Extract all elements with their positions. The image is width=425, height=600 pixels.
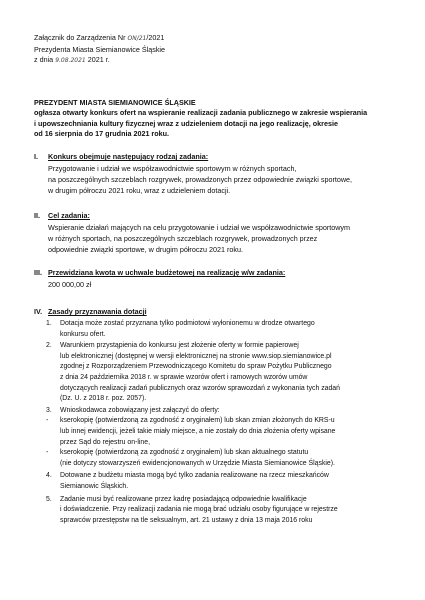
attachment-header — [34, 33, 165, 67]
section-line: w różnych sportach, na poszczególnych szczeblach rozgrywek, prowadzonych przez — [48, 233, 318, 243]
item-number: 2. — [46, 342, 52, 350]
document-title: PREZYDENT MIASTA SIEMIANOWICE ŚLĄSKIE — [34, 98, 196, 107]
list-item: 1. Dotacja może zostać przyznana tylko podmiotowi wyłonionemu w drodze otwartego konkursu ofert. — [46, 320, 315, 338]
attachment-line-1: Załącznik do Zarządzenia Nr ON/21/2021 — [34, 33, 165, 42]
section-line: Wspieranie działań mających na celu przygotowanie i udział we współzawodnictwie sportowym — [48, 223, 351, 232]
item-number: 4. — [46, 472, 52, 480]
section-heading: Przewidziana kwota w uchwale budżetowej na realizację w/w zadania: — [48, 268, 286, 277]
section-number: IV. — [34, 307, 43, 316]
handwritten-date: 9.08.2021 — [55, 57, 86, 64]
list-item: 3. Wnioskodawca zobowiązany jest załączyć do oferty: — [46, 406, 401, 417]
section-heading: Zasady przyznawania dotacji — [48, 307, 147, 316]
intro-line: od 16 sierpnia do 17 grudnia 2021 roku. — [34, 129, 170, 139]
list-item: 4. Dotowane z budżetu miasta mogą być tylko zadania realizowane na rzecz mieszkańców Siemianowic Śląskich. — [46, 472, 329, 490]
attachment-line-3: z dnia 9.08.2021 2021 r. — [34, 55, 110, 64]
attachment-line-2: Prezydenta Miasta Siemianowice Śląskie — [34, 44, 166, 54]
section-iv — [34, 307, 394, 316]
dash-item: - kserokopię (potwierdzoną za zgodność z oryginałem) lub skan aktualnego statutu (nie dotyczy stowarzyszeń ewidencjonowanych w Urzędzie Miasta Siemianowice Śląskie). — [46, 449, 335, 467]
section-number: II. — [34, 211, 40, 220]
intro-paragraph — [34, 108, 394, 140]
handwritten-number: ON/21 — [127, 35, 147, 42]
section-iii — [34, 268, 394, 291]
item-number: 3. — [46, 406, 52, 414]
section-line: na poszczególnych szczeblach rozgrywek, prowadzonych przez odpowiednie związki sportowe, — [48, 174, 353, 184]
list-item: 5. Zadanie musi być realizowane przez kadrę posiadającą odpowiednie kwalifikacje i doświadczenie. Przy realizacji zadania nie mogą brać udziału osoby figurujące w rejestrze sprawców przestępstw na tle seksualnym, art. 21 ustawy z dnia 13 maja 2016 roku — [46, 495, 338, 524]
section-number: I. — [34, 152, 38, 161]
rules-list — [46, 319, 401, 526]
section-number: III. — [34, 268, 42, 277]
item-number: 1. — [46, 320, 52, 327]
item-number: 5. — [46, 495, 52, 503]
section-line: odpowiednie związki sportowe, w drugim półroczu 2021 roku. — [48, 244, 243, 254]
dash-item: - kserokopię (potwierdzoną za zgodność z oryginałem) lub skan zmian złożonych do KRS-u lub innej ewidencji, jeżeli takie miały miejsce, a nie zostały do dnia złożenia oferty wpisane przez Sąd do rejestru on-line, — [46, 417, 336, 446]
intro-line: ogłasza otwarty konkurs ofert na wspieranie realizacji zadania publicznego w zakresie wspierania — [34, 108, 368, 117]
section-line: Przygotowanie i udział we współzawodnictwie sportowym w różnych sportach, — [48, 164, 297, 173]
section-i — [34, 152, 394, 196]
section-line: w drugim półroczu 2021 roku, wraz z udzieleniem dotacji. — [48, 185, 231, 195]
section-heading: Konkurs obejmuje następujący rodzaj zadania: — [48, 152, 209, 161]
intro-line: i upowszechniania kultury fizycznej wraz z udzieleniem dotacji na jego realizację, okresie — [34, 118, 338, 128]
list-item: 2. Warunkiem przystąpienia do konkursu jest złożenie oferty w formie papierowej lub elektronicznej (dostępnej w wersji elektronicznej na stronie www.siop.siemianowice.pl zgodnej z Rozporządzeniem Przewodniczącego Komitetu do spraw Pożytku Publicznego z dnia 24 października 2018 r. w sprawie wzorów ofert i ramowych wzorów umów dotyczących realizacji zadań publicznych oraz wzorów sprawozdań z wykonania tych zadań (Dz. U. z 2018 r. poz. 2057). — [46, 342, 340, 403]
section-heading: Cel zadania: — [48, 211, 90, 220]
section-line: 200 000,00 zł — [48, 280, 92, 289]
section-ii — [34, 211, 394, 255]
